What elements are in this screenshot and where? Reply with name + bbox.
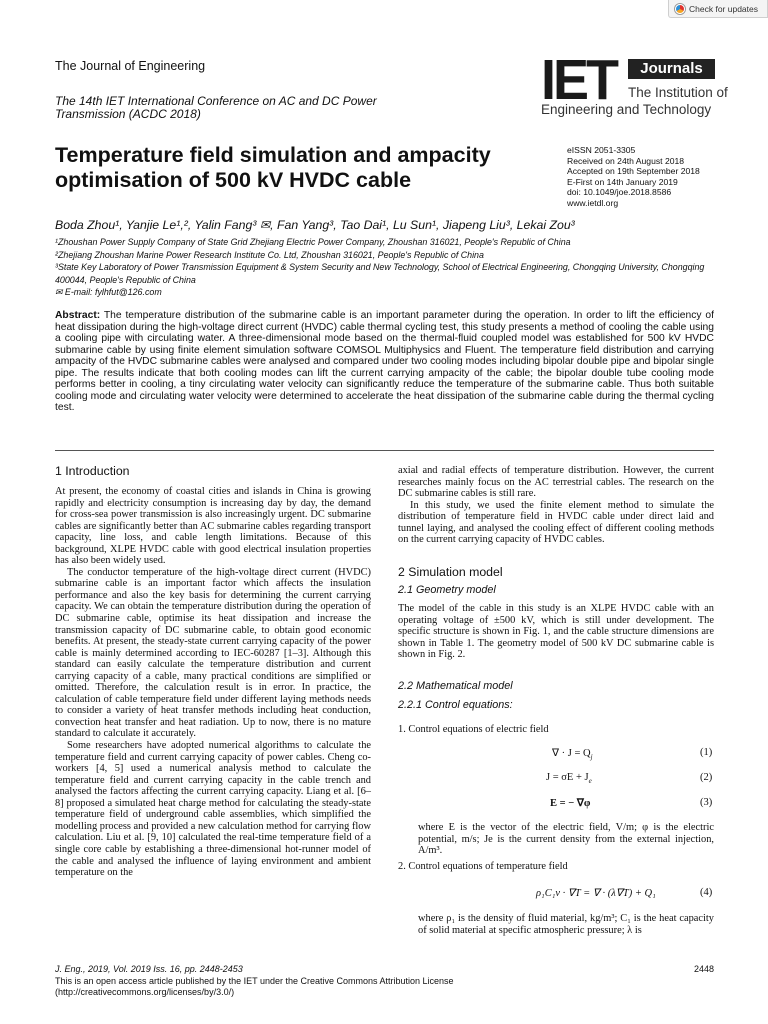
abstract-label: Abstract:: [55, 310, 101, 321]
equation-3-number: (3): [700, 797, 713, 808]
doi-link[interactable]: doi: 10.1049/joe.2018.8586: [567, 187, 672, 198]
iet-journals-logo: [541, 48, 728, 122]
license-link[interactable]: (http://creativecommons.org/licenses/by/3.0/): [55, 987, 235, 998]
right-column-top: [398, 465, 714, 546]
crossmark-icon: [675, 4, 685, 14]
logo-text-line-2: Engineering and Technology: [541, 102, 712, 117]
intro-paragraph-4: In this study, we used the finite element method to simulate the distribution of temperature field in HVDC cable under direct laid and tunnel laying, and analysed the cooling effect of different cooling methods on the current carrying capacity of HVDC cables.: [398, 499, 714, 546]
license-line-1: This is an open access article published by the IET under the Creative Commons Attribution License: [55, 975, 454, 986]
accepted-date: Accepted on 19th September 2018: [567, 166, 700, 177]
section-1-heading: 1 Introduction: [55, 464, 130, 478]
conference-line-1: The 14th IET International Conference on AC and DC Power: [55, 94, 377, 108]
affiliations: [55, 236, 715, 299]
logo-text-line-1: The Institution of: [628, 85, 728, 100]
author-list: Boda Zhou¹, Yanjie Le¹,², Yalin Fang³ ✉, Fan Yang³, Tao Dai¹, Lu Sun¹, Jiapeng Liu³, Lekai Zou³: [55, 218, 575, 232]
intro-paragraph-2: The conductor temperature of the high-voltage direct current (HVDC) submarine cable is an important factor which affects the insulation performance and also the key basis for determining the current carrying capacity. We can obtain the temperature distribution during the operation of DC submarine cable, optimise its heat dissipation and increase the transmission capacity of DC submarine cable, to obtain good economic benefits. At present, the steady-state current carrying capacity of the power cable is mainly determined according to IEC-60287 [1–3]. Although this standard can easily calculate the temperature distribution and current carrying capacity of a cable, many practical conditions are simplified or omitted. Therefore, the calculation result is in error. In practice, the calculation of cable temperature field under different laying methods needs to consider a variety of heat transfer methods including heat conduction, convection heat transfer and heat radiation. Up to now, there is no mature standard to calculate it accurately.: [55, 566, 371, 740]
intro-paragraph-3: Some researchers have adopted numerical algorithms to calculate the temperature field and current carrying capacity of power cables. Cheng co-workers [4, 5] used a numerical analysis method to calculate the temperature field and current carrying capacity in the cable trench and analysed the factors affecting the current carrying capacity. Liang et al. [6–8] proposed a simulated heat charge method for calculating the steady-state temperature field of underground cable assemblies, which simplified the modelling process and provided a new calculation method for carrying flow calculation. Liu et al. [9, 10] calculated the real-time temperature field of a single core cable by establishing a three-dimensional hot-runner model of the cable and analysed the influence of laying environment and ambient temperature on the: [55, 740, 371, 879]
subsection-2-1-heading: 2.1 Geometry model: [398, 584, 496, 596]
subsection-2-2-heading: 2.2 Mathematical model: [398, 680, 513, 692]
equation-1: ∇ · $J = Q_j$: [552, 748, 593, 762]
equation-2: $J = \sigma E + J_e$: [546, 772, 592, 786]
list-item-1: 1. Control equations of electric field: [398, 724, 549, 735]
abstract: [55, 310, 714, 414]
check-for-updates-label: Check for updates: [689, 3, 758, 14]
section-2-heading: 2 Simulation model: [398, 565, 503, 579]
paper-title: Temperature field simulation and ampacity optimisation of 500 kV HVDC cable: [55, 143, 491, 192]
list-item-2: 2. Control equations of temperature field: [398, 861, 568, 872]
received-date: Received on 24th August 2018: [567, 155, 685, 166]
journal-name: The Journal of Engineering: [55, 59, 206, 73]
conference-name: [55, 95, 377, 121]
equation-definitions-1: where E is the vector of the electric field, V/m; φ is the electric potential, m/s; Je is the current density from the external injection, A/m³.: [418, 822, 714, 857]
logo-journals-badge: Journals: [628, 59, 715, 79]
affiliation-3: ³State Key Laboratory of Power Transmission Equipment & System Security and New Technology, School of Electrical Engineering, Chongqing University, Chongqing 400044, People's Republic of China: [55, 262, 705, 285]
equation-4: ρ₁C₁v · ∇T = ∇ · (λ∇T) + Q₁: [536, 888, 656, 899]
corresponding-email[interactable]: ✉ E-mail: fylhfut@126.com: [55, 287, 162, 298]
logo-mark: IET: [541, 48, 617, 112]
citation-line: J. Eng., 2019, Vol. 2019 Iss. 16, pp. 2448-2453: [55, 964, 243, 974]
equation-3: E = − ∇φ: [550, 798, 591, 809]
website-link[interactable]: www.ietdl.org: [567, 197, 619, 208]
check-for-updates-button[interactable]: [668, 0, 768, 18]
abstract-text: The temperature distribution of the submarine cable is an important parameter during the operation. In order to lift the efficiency of heat dissipation during the high-voltage direct current (HVDC) cable thermal cycling test, this study presents a method of cooling the cable using a cooling pipe with circulating water. A three-dimensional mode based on the thermal-fluid coupled model was established for 500 kV HVDC submarine cable by using finite element simulation software COMSOL Multiphysics and Fluent. The temperature field distribution and carrying ampacity of the HVDC submarine cables were analysed and compared under two cooling modes including bipolar double pipe and bipolar single pipe. The results indicate that both cooling modes can lift the current carrying ampacity of the cable; the bipolar double tube cooling mode performs better in cooling, a tiny circulating water velocity can significantly reduce the temperature of the submarine cable. Thus both suitable cooling mode and circulating water velocity were determined to accelerate the heat dissipation of the submarine cable during the thermal cycling test.: [55, 310, 714, 413]
eissn: eISSN 2051-3305: [567, 145, 636, 155]
page-number: 2448: [693, 964, 714, 974]
left-column: [55, 486, 371, 879]
efirst-date: E-First on 14th January 2019: [567, 176, 678, 187]
section-divider: [55, 450, 714, 451]
intro-paragraph-1: At present, the economy of coastal cities and islands in China is growing rapidly and electricity consumption is increasing day by day, the demand for cross-sea power transmission is also increasingly urgent. DC submarine cables are significantly better than AC submarine cables regarding transport capacity, line loss, and cable length limitations. Because of this background, XLPE HVDC cable with good electrical insulation properties has also been widely used.: [55, 486, 371, 567]
subsection-2-2-1-heading: 2.2.1 Control equations:: [398, 699, 513, 711]
equation-1-number: (1): [700, 747, 713, 758]
equation-2-number: (2): [700, 772, 713, 783]
equation-definitions-2: where ρ₁ is the density of fluid material, kg/m³; C₁ is the heat capacity of solid material at specific atmospheric pressure; λ is: [418, 913, 714, 936]
intro-paragraph-3-continued: axial and radial effects of temperature distribution. However, the current researches mainly focus on the AC terrestrial cables. The research on the DC submarine cables is still rare.: [398, 465, 714, 500]
affiliation-1: ¹Zhoushan Power Supply Company of State Grid Zhejiang Electric Power Company, Zhoushan 316021, People's Republic of China: [55, 237, 571, 247]
conference-line-2: Transmission (ACDC 2018): [55, 107, 201, 121]
affiliation-2: ²Zhejiang Zhoushan Marine Power Research Institute Co. Ltd, Zhoushan 316021, People's Republic of China: [55, 249, 484, 260]
geometry-model-paragraph: The model of the cable in this study is an XLPE HVDC cable with an operating voltage of ±500 kV, which is still under development. The specific structure is shown in Fig. 1, and the cable structure dimensions are shown in Table 1. The geometry model of 500 kV DC submarine cable is shown in Fig. 2.: [398, 603, 714, 661]
page-footer: [55, 964, 715, 999]
article-metadata: [567, 145, 700, 209]
equation-4-number: (4): [700, 887, 713, 898]
